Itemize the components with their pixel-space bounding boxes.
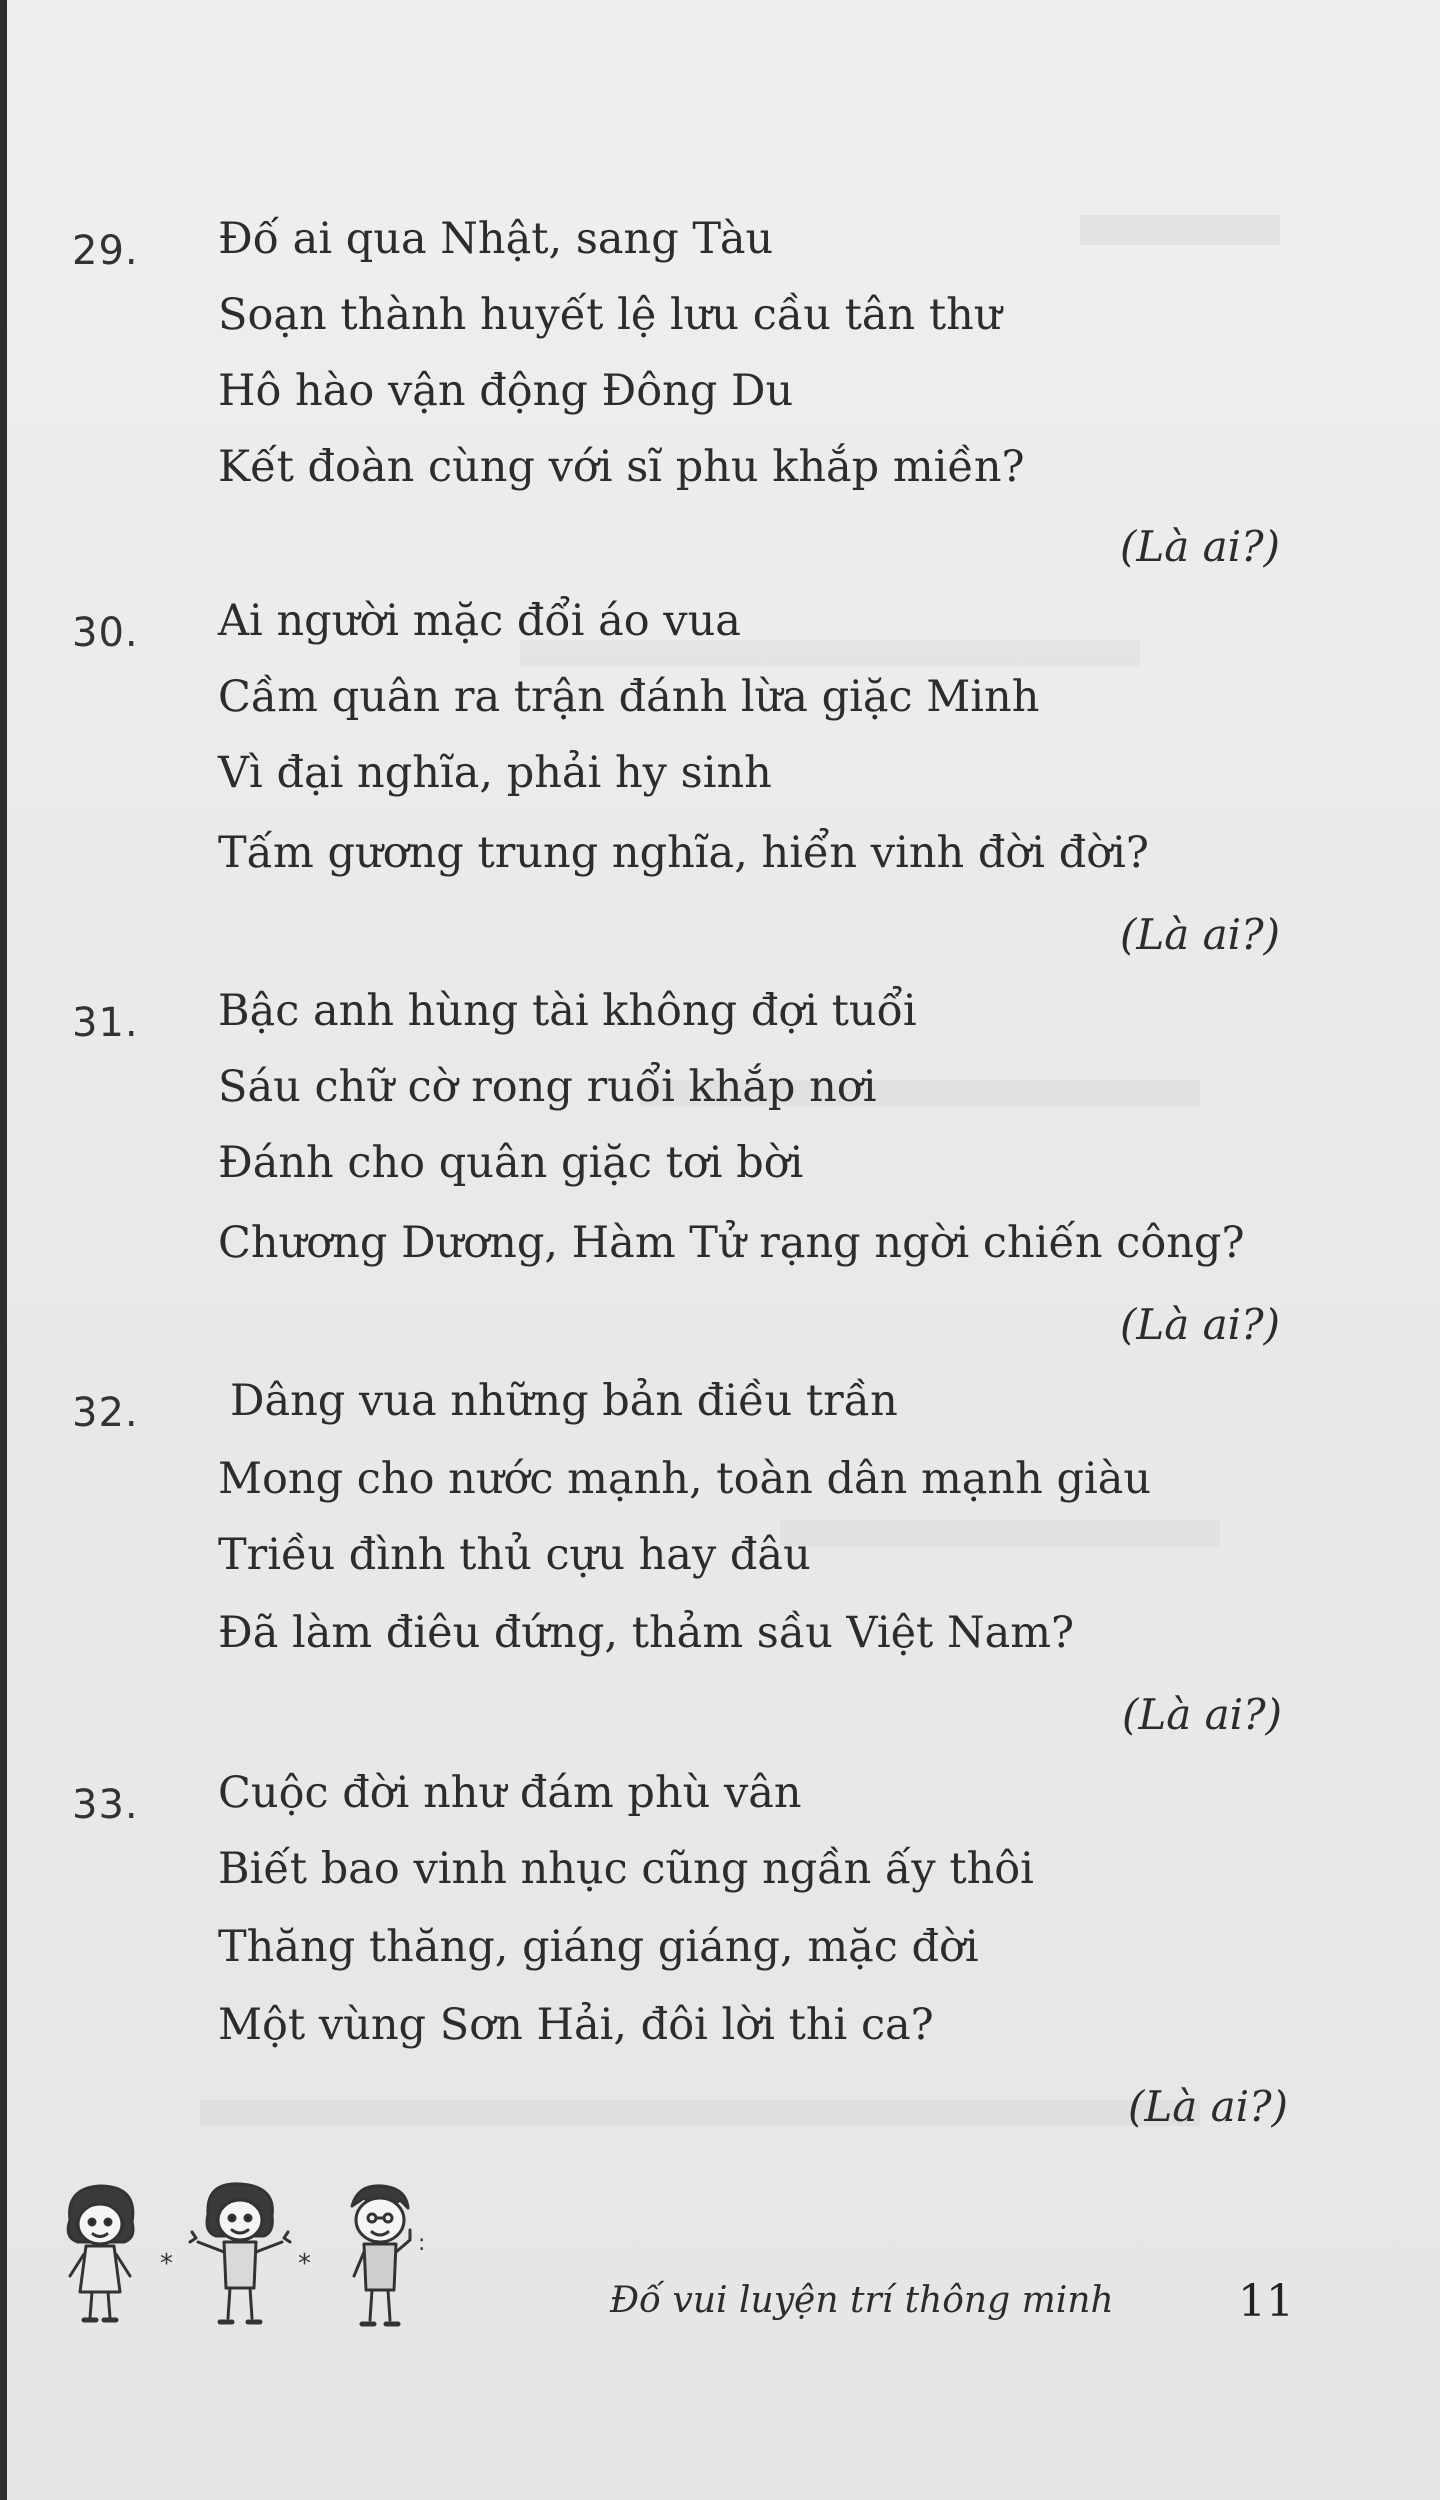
riddle-line: Mong cho nước mạnh, toàn dân mạnh giàu	[218, 1454, 1152, 1504]
riddle-line: Tấm gương trung nghĩa, hiển vinh đời đời?	[218, 828, 1149, 878]
show-through-smudge	[1080, 215, 1280, 245]
riddle-answer-prompt: (Là ai?)	[1127, 2082, 1288, 2131]
riddle-line: Biết bao vinh nhục cũng ngần ấy thôi	[218, 1844, 1034, 1894]
svg-text:*: *	[298, 2249, 311, 2279]
riddle-answer-prompt: (Là ai?)	[1119, 1300, 1280, 1349]
show-through-smudge	[200, 2100, 1200, 2126]
riddle-line: Một vùng Sơn Hải, đôi lời thi ca?	[218, 2000, 934, 2050]
riddle-number: 30.	[72, 610, 139, 656]
page-edge-shadow	[0, 0, 7, 2500]
riddle-line: Chương Dương, Hàm Tử rạng ngời chiến công?	[218, 1218, 1245, 1268]
riddle-number: 31.	[72, 1000, 139, 1046]
kid-girl-icon	[68, 2186, 133, 2320]
riddle-line: Bậc anh hùng tài không đợi tuổi	[218, 986, 917, 1036]
riddle-number: 29.	[72, 228, 139, 274]
riddle-line: Dâng vua những bản điều trần	[230, 1376, 898, 1426]
kid-boy-thumbs-up-icon	[352, 2186, 410, 2324]
svg-text:*: *	[160, 2249, 173, 2279]
riddle-number: 33.	[72, 1782, 139, 1828]
riddle-line: Cuộc đời như đám phù vân	[218, 1768, 802, 1818]
riddle-line: Triều đình thủ cựu hay đâu	[218, 1530, 811, 1580]
riddle-answer-prompt: (Là ai?)	[1121, 1690, 1282, 1739]
riddle-line: Đố ai qua Nhật, sang Tàu	[218, 214, 774, 264]
riddle-line: Đánh cho quân giặc tơi bời	[218, 1138, 804, 1188]
riddle-line: Sáu chữ cờ rong ruổi khắp nơi	[218, 1062, 877, 1112]
page-number: 11	[1238, 2276, 1294, 2327]
riddle-answer-prompt: (Là ai?)	[1119, 522, 1280, 571]
riddle-line: Đã làm điêu đứng, thảm sầu Việt Nam?	[218, 1608, 1075, 1658]
three-cartoon-kids-icon	[60, 2180, 480, 2360]
svg-text::: :	[418, 2231, 426, 2256]
riddle-line: Soạn thành huyết lệ lưu cầu tân thư	[218, 290, 1002, 340]
riddle-line: Hô hào vận động Đông Du	[218, 366, 794, 416]
riddle-line: Thăng thăng, giáng giáng, mặc đời	[218, 1922, 979, 1972]
kid-girl-arms-out-icon	[190, 2184, 290, 2322]
riddle-answer-prompt: (Là ai?)	[1119, 910, 1280, 959]
riddle-line: Cầm quân ra trận đánh lừa giặc Minh	[218, 672, 1040, 722]
show-through-smudge	[780, 1520, 1220, 1546]
riddle-line: Vì đại nghĩa, phải hy sinh	[218, 748, 772, 798]
riddle-number: 32.	[72, 1390, 139, 1436]
book-title: Đố vui luyện trí thông minh	[610, 2280, 1114, 2321]
riddle-line: Ai người mặc đổi áo vua	[218, 596, 741, 646]
riddle-line: Kết đoàn cùng với sĩ phu khắp miền?	[218, 442, 1025, 492]
